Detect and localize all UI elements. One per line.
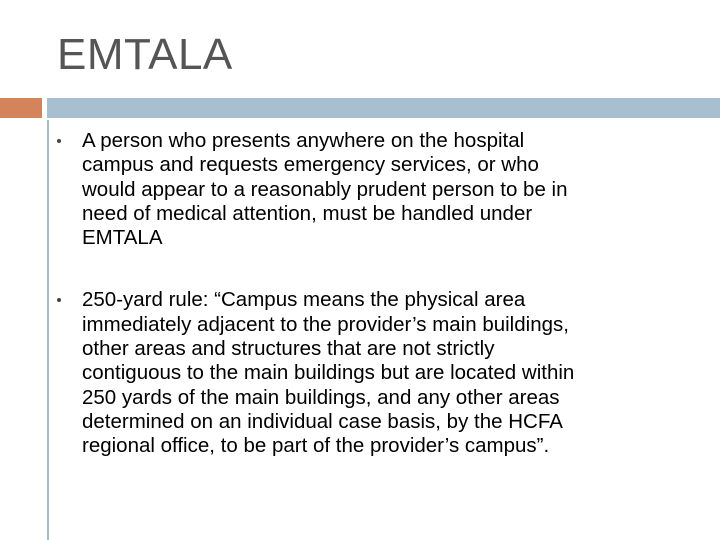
bullet-2-line-2: immediately adjacent to the provider’s main buildings, <box>82 312 569 336</box>
bullet-item-250-yard-rule <box>57 288 697 458</box>
bullet-dot-icon <box>57 298 61 302</box>
bullet-2-line-5: 250 yards of the main buildings, and any other areas <box>82 385 560 409</box>
bullet-1-line-1: A person who presents anywhere on the hospital <box>82 129 525 152</box>
bullet-2-line-3: other areas and structures that are not strictly <box>82 337 495 361</box>
bullet-2-line-4: contiguous to the main buildings but are located within <box>82 361 575 385</box>
bullet-item-campus-presentation <box>57 129 697 250</box>
accent-vertical-rule <box>47 120 49 540</box>
slide-title: EMTALA <box>57 30 233 79</box>
bullet-list <box>57 129 697 459</box>
bullet-dot-icon <box>57 139 61 143</box>
bullet-1-line-4: need of medical attention, must be handled under <box>82 201 533 225</box>
accent-square <box>0 98 42 118</box>
accent-bar <box>47 98 720 118</box>
bullet-1-line-5: EMTALA <box>82 226 163 250</box>
bullet-1-line-3: would appear to a reasonably prudent person to be in <box>82 177 568 201</box>
bullet-2-line-7: regional office, to be part of the provider’s campus”. <box>82 434 550 458</box>
bullet-2-line-6: determined on an individual case basis, by the HCFA <box>82 409 563 433</box>
bullet-1-line-2: campus and requests emergency services, or who <box>82 153 539 177</box>
bullet-2-line-1: 250-yard rule: “Campus means the physical area <box>82 288 526 312</box>
